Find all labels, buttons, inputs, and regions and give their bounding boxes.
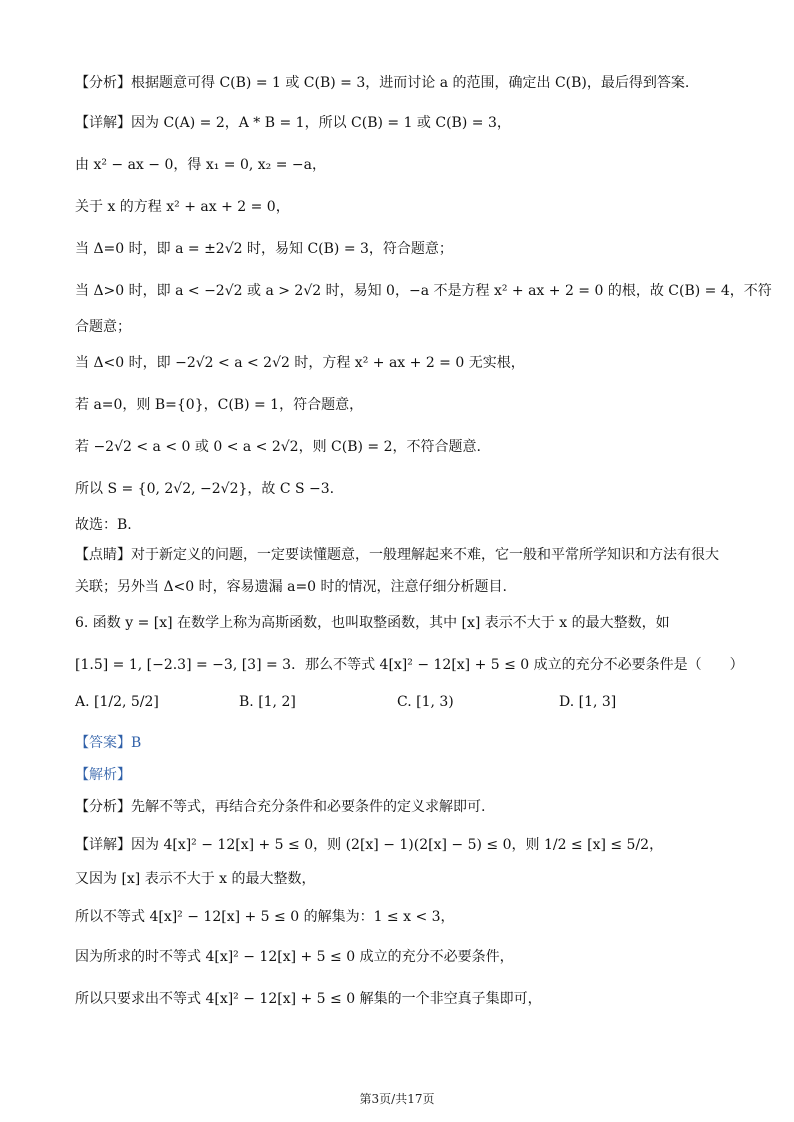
option-b: B. [1, 2] [239,694,296,710]
solution-line: 合题意； [75,319,131,335]
option-a: A. [1/2, 5/2] [75,694,159,710]
choice-conclusion: 故选：B. [75,517,132,533]
comment-paragraph: 关联；另外当 Δ<0 时，容易遗漏 a=0 时的情况，注意仔细分析题目. [75,579,507,595]
solution-line: 当 Δ<0 时，即 −2√2 < a < 2√2 时，方程 x² + ax + 2 = 0 无实根， [75,355,525,371]
solution-line: 所以不等式 4[x]² − 12[x] + 5 ≤ 0 的解集为：1 ≤ x < 3， [75,909,455,925]
solution-line: 因为所求的时不等式 4[x]² − 12[x] + 5 ≤ 0 成立的充分不必要条件， [75,949,514,965]
question-6-stem: 6. 函数 y = [x] 在数学上称为高斯函数，也叫取整函数，其中 [x] 表示不大于 x 的最大整数，如 [75,615,670,631]
analysis-paragraph-2: 【分析】先解不等式，再结合充分条件和必要条件的定义求解即可. [75,799,486,815]
question-6-options [75,694,735,720]
solution-line: 又因为 [x] 表示不大于 x 的最大整数， [75,871,316,887]
option-d: D. [1, 3] [559,694,617,710]
solution-line: 关于 x 的方程 x² + ax + 2 = 0， [75,199,290,215]
solution-line: 所以只要求出不等式 4[x]² − 12[x] + 5 ≤ 0 解集的一个非空真子集即可， [75,991,542,1007]
solution-line: 若 −2√2 < a < 0 或 0 < a < 2√2，则 C(B) = 2，不符合题意. [75,439,481,455]
solution-line: 若 a=0，则 B={0}，C(B) = 1，符合题意， [75,397,364,413]
page-number: 第3页/共17页 [359,1092,435,1106]
solution-line: 当 Δ=0 时，即 a = ±2√2 时，易知 C(B) = 3，符合题意； [75,241,453,257]
solution-line: 当 Δ>0 时，即 a < −2√2 或 a > 2√2 时，易知 0，−a 不是方程 x² + ax + 2 = 0 的根，故 C(B) = 4，不符 [75,283,772,299]
option-c: C. [1, 3) [397,694,454,710]
answer-label: 【答案】B [75,735,142,751]
analysis-label: 【解析】 [75,767,131,783]
detail-paragraph-1: 【详解】因为 C(A) = 2，A * B = 1，所以 C(B) = 1 或 C(B) = 3， [75,115,511,131]
solution-line: 由 x² − ax − 0，得 x₁ = 0, x₂ = −a， [75,157,326,173]
detail-paragraph-2: 【详解】因为 4[x]² − 12[x] + 5 ≤ 0，则 (2[x] − 1)(2[x] − 5) ≤ 0，则 1/2 ≤ [x] ≤ 5/2， [75,837,664,853]
solution-line: 所以 S = {0, 2√2, −2√2}，故 C S −3. [75,481,335,497]
comment-paragraph: 【点睛】对于新定义的问题，一定要读懂题意，一般理解起来不难，它一般和平常所学知识和方法有很大 [75,547,719,563]
question-6-stem: [1.5] = 1, [−2.3] = −3, [3] = 3．那么不等式 4[x]² − 12[x] + 5 ≤ 0 成立的充分不必要条件是（ ） [75,657,744,673]
analysis-paragraph-1: 【分析】根据题意可得 C(B) = 1 或 C(B) = 3，进而讨论 a 的范围，确定出 C(B)，最后得到答案. [75,75,690,91]
